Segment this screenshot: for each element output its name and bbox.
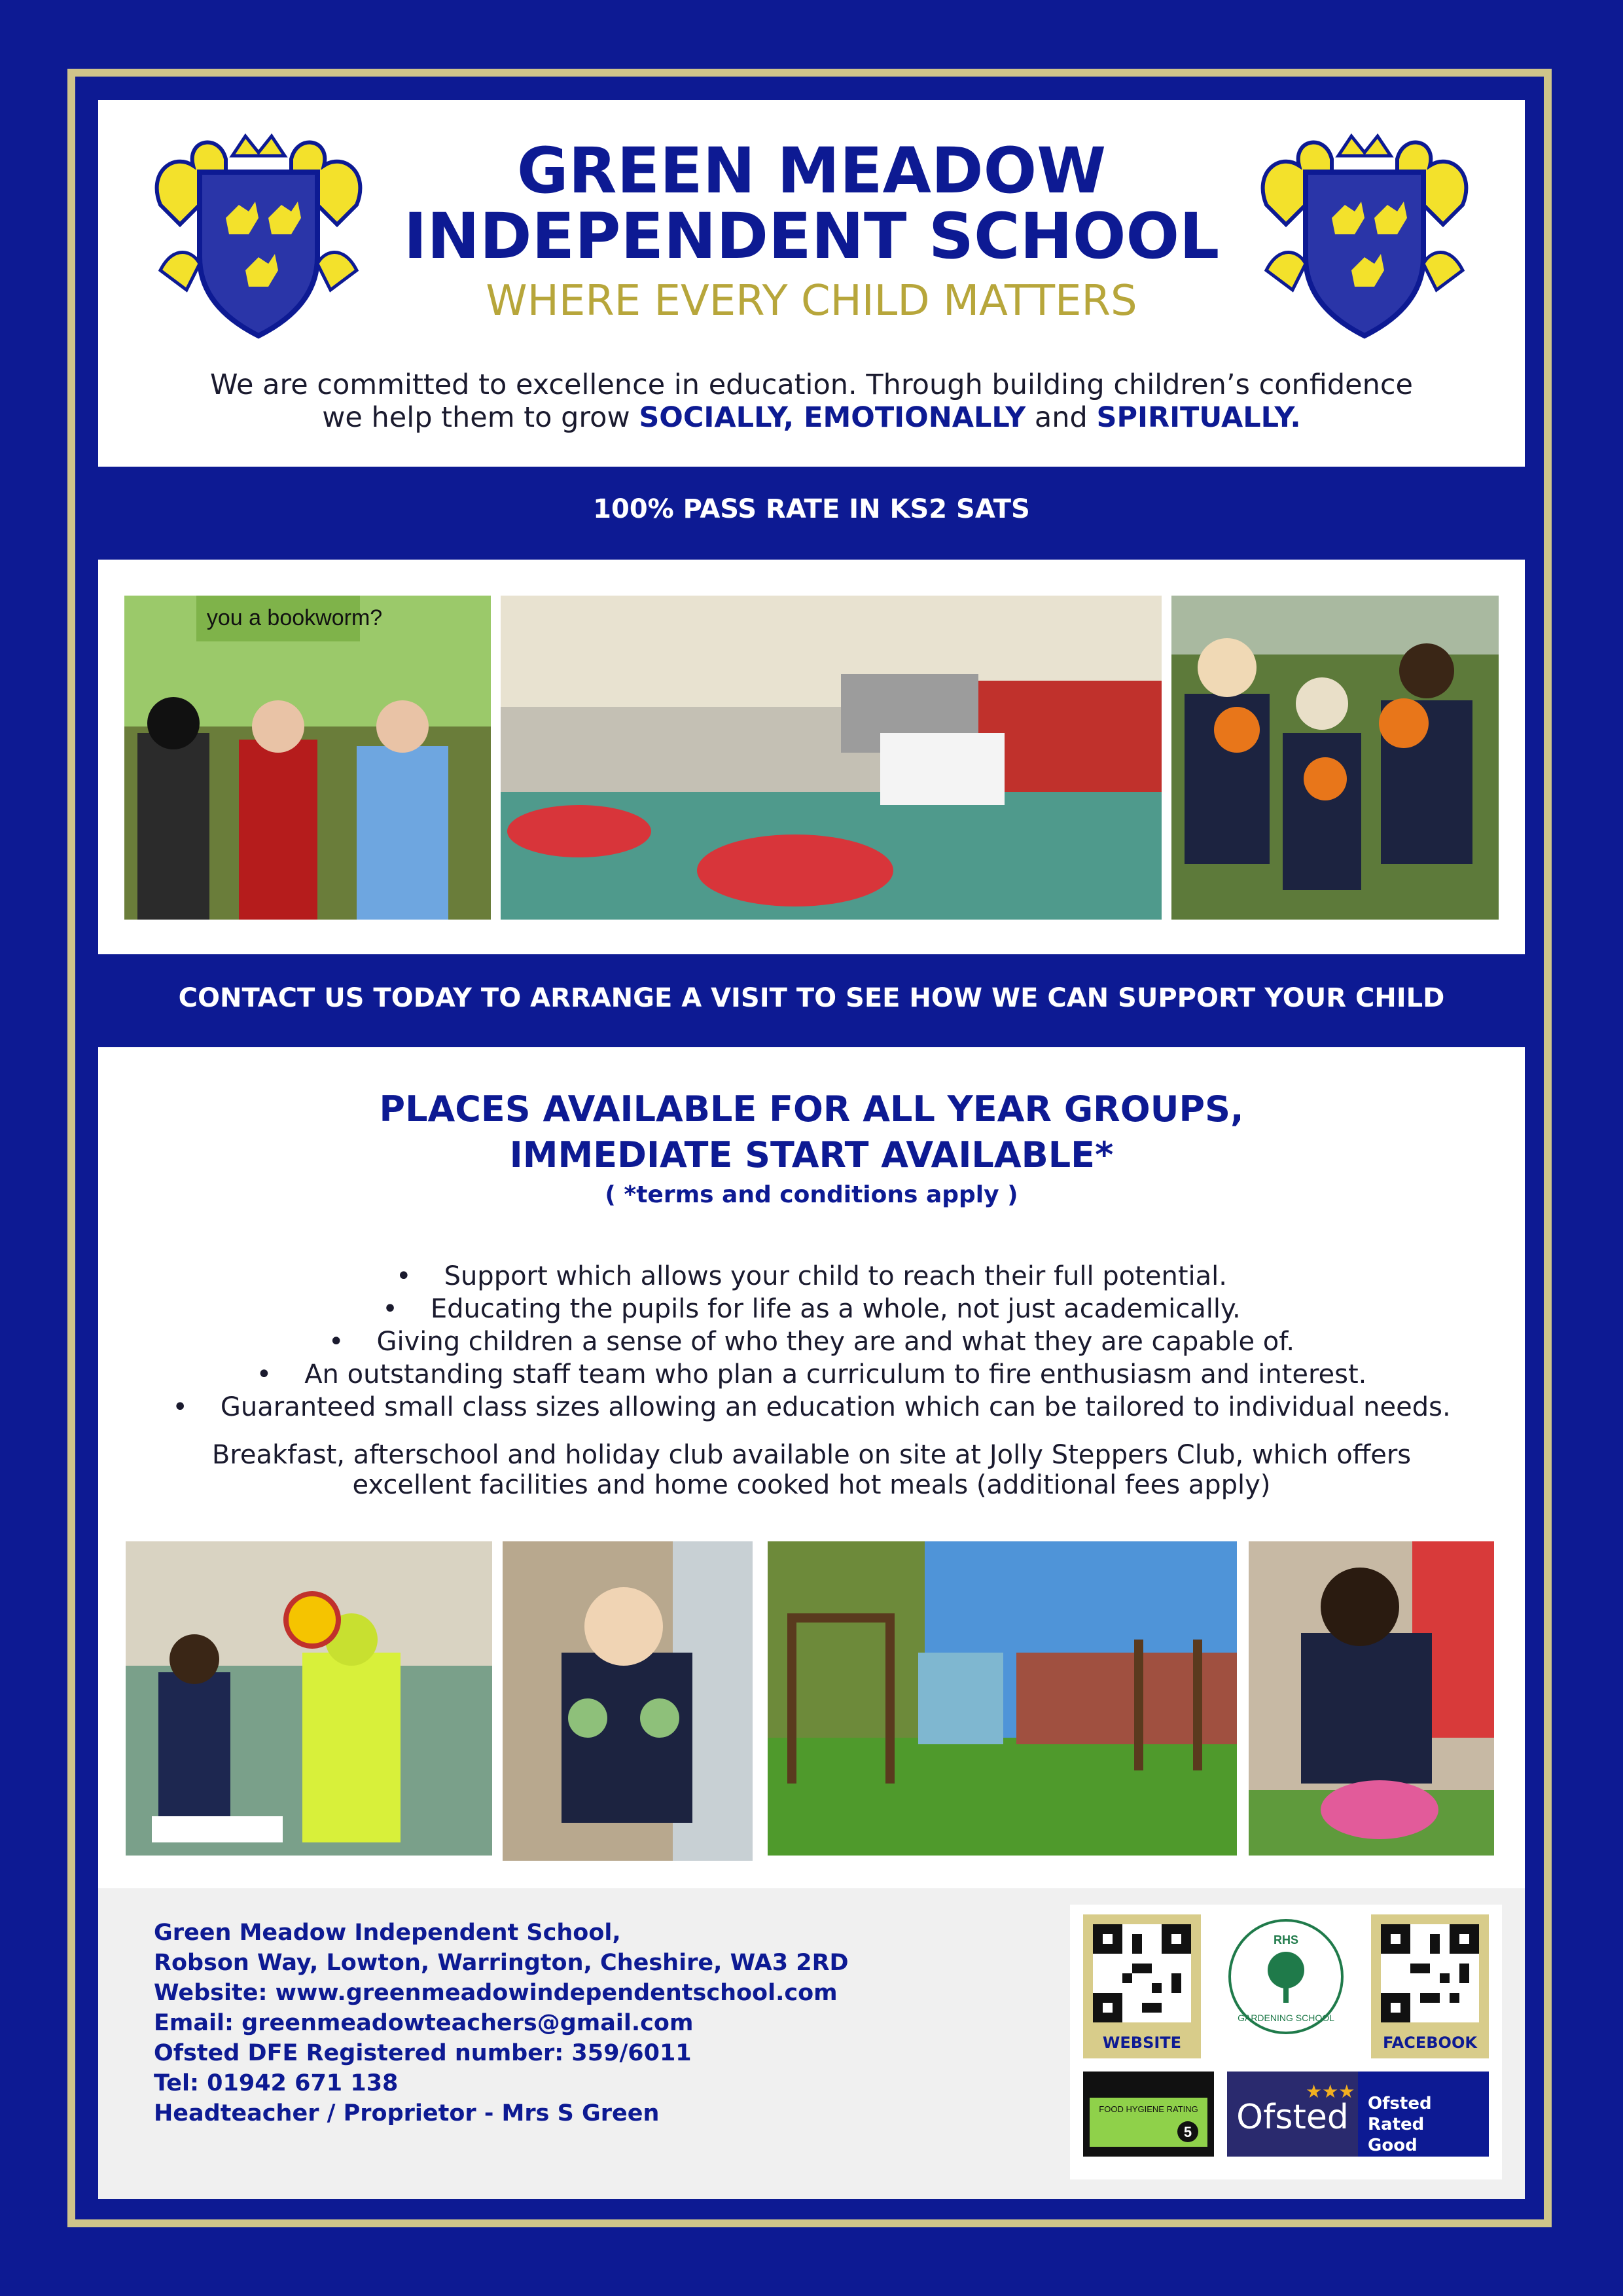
intro-line2 [177, 401, 1446, 434]
bullet-icon: • [328, 1327, 344, 1357]
contact-headteacher: Headteacher / Proprietor - Mrs S Green [154, 2100, 660, 2126]
intro-and: and [1026, 401, 1097, 434]
food-hygiene-score: 5 [1183, 2124, 1192, 2140]
bullet-icon: • [172, 1392, 188, 1422]
header-panel [98, 100, 1525, 467]
website-qr[interactable] [1083, 1914, 1201, 2058]
list-item-text: Giving children a sense of who they are and what they are capable of. [376, 1327, 1295, 1357]
qr-code-icon [1381, 1924, 1479, 2022]
contact-phone[interactable]: Tel: 01942 671 138 [154, 2070, 399, 2096]
places-heading-line1: PLACES AVAILABLE FOR ALL YEAR GROUPS, [379, 1088, 1244, 1130]
list-item [98, 1260, 1525, 1293]
photo-child-gloves [503, 1541, 753, 1861]
intro-pre: we help them to grow [322, 401, 639, 434]
ofsted-star-icon: ★★★ [1306, 2081, 1355, 2102]
contact-school-name: Green Meadow Independent School, [154, 1920, 621, 1946]
food-hygiene-badge [1083, 2072, 1214, 2157]
food-hygiene-label: FOOD HYGIENE RATING [1099, 2104, 1198, 2114]
photo-pumpkin-patch [1171, 596, 1499, 920]
list-item [98, 1293, 1525, 1325]
photo-strip-top [98, 560, 1525, 954]
ofsted-rated-line2: Good [1368, 2136, 1418, 2155]
school-title-line2: INDEPENDENT SCHOOL [403, 200, 1220, 273]
list-item-text: An outstanding staff team who plan a curriculum to fire enthusiasm and interest. [304, 1359, 1367, 1390]
sign-text: you a bookworm? [206, 605, 383, 630]
pass-rate-banner: 100% PASS RATE IN KS2 SATS [593, 494, 1030, 524]
contact-banner: CONTACT US TODAY TO ARRANGE A VISIT TO SEE HOW WE CAN SUPPORT YOUR CHILD [178, 983, 1445, 1013]
ofsted-brand: Ofsted [1227, 2072, 1358, 2157]
list-item-text: Educating the pupils for life as a whole, not just academically. [430, 1294, 1241, 1324]
photo-doctor-play [1249, 1541, 1494, 1856]
footer [98, 1888, 1525, 2199]
intro-line1: We are committed to excellence in education. Through building children’s confidence [210, 368, 1413, 401]
website-qr-label: WEBSITE [1102, 2034, 1182, 2052]
benefits-list [98, 1260, 1525, 1424]
ofsted-badge [1227, 2072, 1489, 2157]
list-item-text: Guaranteed small class sizes allowing an education which can be tailored to individual needs. [220, 1392, 1451, 1422]
bullet-icon: • [256, 1359, 272, 1390]
qr-code-icon [1093, 1924, 1191, 2022]
photo-children-costumes [124, 596, 491, 920]
ofsted-rated-line1: Ofsted Rated [1368, 2094, 1432, 2134]
bullet-icon: • [382, 1294, 398, 1324]
school-title-line1: GREEN MEADOW [516, 134, 1107, 207]
ofsted-rating [1368, 2093, 1489, 2156]
rhs-top-text: RHS [1273, 1933, 1299, 1946]
intro-text [177, 368, 1446, 434]
intro-emphasis-2: SPIRITUALLY. [1096, 401, 1301, 434]
list-item [98, 1391, 1525, 1424]
places-heading-line2: IMMEDIATE START AVAILABLE* [509, 1134, 1114, 1175]
facebook-qr-label: FACEBOOK [1383, 2034, 1477, 2052]
contact-ofsted-number: Ofsted DFE Registered number: 359/6011 [154, 2040, 692, 2066]
list-item [98, 1358, 1525, 1391]
bullet-icon: • [395, 1261, 412, 1291]
contact-website[interactable]: Website: www.greenmeadowindependentschool.com [154, 1980, 838, 2006]
clubs-line1: Breakfast, afterschool and holiday club available on site at Jolly Steppers Club, which offers [211, 1440, 1412, 1470]
rhs-gardening-badge [1227, 1918, 1345, 2036]
photo-classroom [501, 596, 1162, 920]
terms-note: ( *terms and conditions apply ) [605, 1181, 1018, 1208]
contact-details [154, 1918, 849, 2128]
rhs-ring-text: GARDENING SCHOOL [1238, 2013, 1334, 2023]
clubs-text [177, 1440, 1446, 1500]
intro-emphasis-1: SOCIALLY, EMOTIONALLY [639, 401, 1026, 434]
list-item-text: Support which allows your child to reach their full potential. [444, 1261, 1228, 1291]
contact-address: Robson Way, Lowton, Warrington, Cheshire, WA3 2RD [154, 1950, 849, 1976]
photo-road-safety [126, 1541, 492, 1856]
badge-panel [1070, 1905, 1502, 2179]
list-item [98, 1325, 1525, 1358]
tagline: WHERE EVERY CHILD MATTERS [486, 277, 1137, 325]
contact-email[interactable]: Email: greenmeadowteachers@gmail.com [154, 2010, 694, 2036]
facebook-qr[interactable] [1371, 1914, 1489, 2058]
clubs-line2: excellent facilities and home cooked hot meals (additional fees apply) [352, 1470, 1271, 1500]
photo-playground [768, 1541, 1237, 1856]
